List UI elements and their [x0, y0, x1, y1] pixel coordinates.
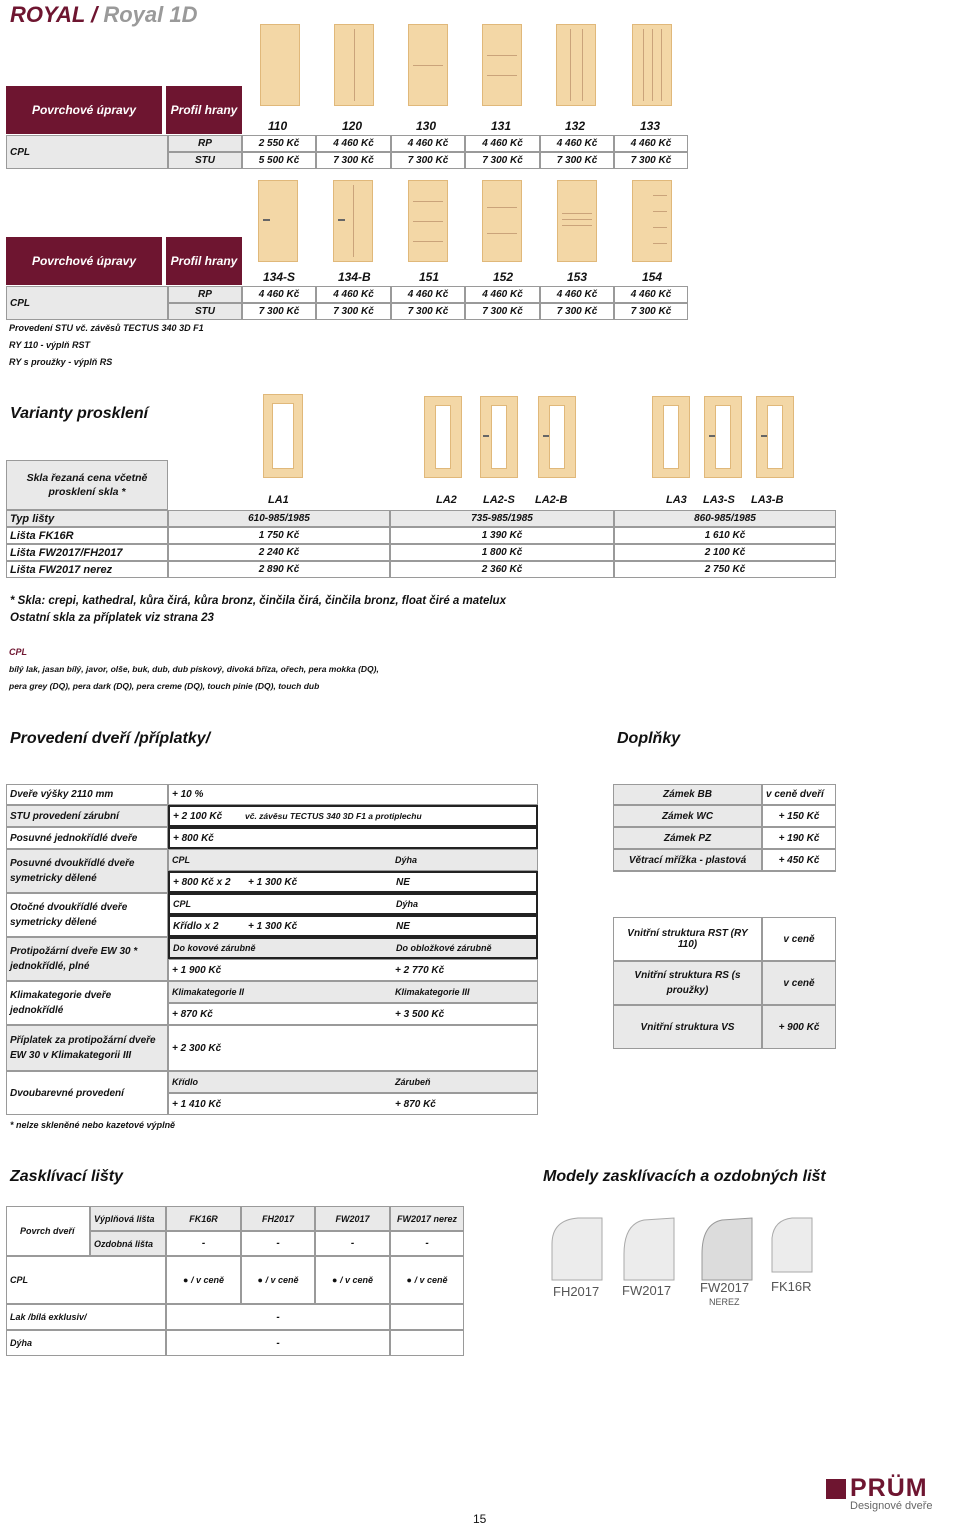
glazing-row-label: Lišta FK16R: [6, 527, 168, 544]
moldings-povrch-header: Povrch dveří: [6, 1206, 90, 1256]
price-cell: 4 460 Kč: [465, 135, 540, 152]
door-153: [557, 180, 597, 262]
door-132: [556, 24, 596, 106]
structure-value: v ceně: [762, 917, 836, 961]
surcharge-label: Dveře výšky 2110 mm: [6, 784, 168, 805]
structure-value: + 900 Kč: [762, 1005, 836, 1049]
addon-value: + 450 Kč: [762, 849, 836, 871]
profile-fw2017-icon: [620, 1214, 680, 1284]
structure-label: Vnitřní struktura RST (RY 110): [613, 917, 762, 961]
door-110: [260, 24, 300, 106]
table2-stu: STU: [168, 303, 242, 320]
moldings-cpl-value: ● / v ceně: [166, 1256, 241, 1304]
price-cell: 4 460 Kč: [540, 286, 614, 303]
surcharge-value: + 800 Kč x 2 + 1 300 Kč NE: [168, 871, 538, 893]
surcharge-label: Otočné dvoukřídlé dveře symetricky dělené: [6, 893, 168, 937]
moldings-dash: -: [241, 1231, 315, 1256]
moldings-lak: Lak /bílá exklusiv/: [6, 1304, 166, 1330]
cpl-finishes-line2: pera grey (DQ), pera dark (DQ), pera creme (DQ), touch pinie (DQ), touch dub: [9, 681, 320, 691]
table2-cpl: CPL: [6, 286, 168, 320]
brand-name: PRÜM: [850, 1474, 928, 1502]
glazing-cell: 735-985/1985: [390, 510, 614, 527]
addon-value: + 190 Kč: [762, 827, 836, 849]
model-label: 132: [565, 119, 586, 133]
table2-rp: RP: [168, 286, 242, 303]
moldings-dyha: Dýha: [6, 1330, 166, 1356]
structure-label: Vnitřní struktura RS (s proužky): [613, 961, 762, 1005]
model-label: 120: [342, 119, 363, 133]
table1-cpl: CPL: [6, 135, 168, 169]
moldings-col: FW2017 nerez: [390, 1206, 464, 1231]
price-cell: 7 300 Kč: [316, 152, 391, 169]
moldings-dyha-empty: [390, 1330, 464, 1356]
surcharge-label: STU provedení zárubní: [6, 805, 168, 827]
door-134-s: [258, 180, 298, 262]
surcharge-value: + 1 900 Kč + 2 770 Kč: [168, 959, 538, 981]
moldings-dash: -: [166, 1231, 241, 1256]
glazing-cell: 1 750 Kč: [168, 527, 390, 544]
addon-value: + 150 Kč: [762, 805, 836, 827]
model-label: 134-S: [263, 270, 296, 284]
profile-fh2017-icon: [548, 1214, 608, 1284]
moldings-cpl-value: ● / v ceně: [315, 1256, 390, 1304]
surcharge-value: + 800 Kč: [168, 827, 538, 849]
moldings-cpl-value: ● / v ceně: [241, 1256, 315, 1304]
addons-heading: Doplňky: [617, 730, 681, 747]
door-la3: [652, 396, 690, 478]
model-label: 134-B: [338, 270, 371, 284]
brand-logo: [826, 1475, 952, 1519]
price-cell: 7 300 Kč: [391, 303, 465, 320]
surcharge-value: + 870 Kč + 3 500 Kč: [168, 1003, 538, 1025]
price-cell: 4 460 Kč: [465, 286, 540, 303]
variant-label: LA1: [268, 494, 289, 506]
note-ry110: RY 110 - výplň RST: [9, 340, 91, 350]
glazing-heading: Varianty prosklení: [10, 405, 149, 422]
glazing-row-label: Typ lišty: [6, 510, 168, 527]
surcharge-subhead: Do kovové zárubně Do obložkové zárubně: [168, 937, 538, 959]
profile-label: FW2017: [622, 1283, 672, 1298]
moldings-col: FW2017: [315, 1206, 390, 1231]
door-la3-s: [704, 396, 742, 478]
door-la2-b: [538, 396, 576, 478]
addon-label: Zámek BB: [613, 784, 762, 805]
profile-label: FH2017: [553, 1284, 600, 1299]
model-label: 153: [567, 270, 588, 284]
page-number: 15: [473, 1512, 487, 1526]
model-label: 133: [640, 119, 661, 133]
model-label: 154: [642, 270, 663, 284]
model-label: 152: [493, 270, 514, 284]
price-cell: 4 460 Kč: [614, 135, 688, 152]
glazing-row-label: Lišta FW2017/FH2017: [6, 544, 168, 561]
table1-stu: STU: [168, 152, 242, 169]
price-cell: 7 300 Kč: [614, 152, 688, 169]
title-sub: Royal 1D: [103, 2, 198, 27]
surcharge-label: Dvoubarevné provedení: [6, 1071, 168, 1115]
moldings-lak-empty: [390, 1304, 464, 1330]
door-la2: [424, 396, 462, 478]
surcharge-value: + 10 %: [168, 784, 538, 805]
structure-value: v ceně: [762, 961, 836, 1005]
moldings-ozdobna-header: Ozdobná lišta: [90, 1231, 166, 1256]
moldings-vyplnova-header: Výplňová lišta: [90, 1206, 166, 1231]
glazing-cell: 2 750 Kč: [614, 561, 836, 578]
surcharge-label: Klimakategorie dveře jednokřídlé: [6, 981, 168, 1025]
door-134-b: [333, 180, 373, 262]
variant-label: LA3: [666, 494, 687, 506]
models-heading: Modely zasklívacích a ozdobných lišt: [543, 1168, 826, 1185]
door-la3-b: [756, 396, 794, 478]
cpl-label: CPL: [9, 647, 27, 657]
variant-label: LA2-B: [535, 494, 568, 506]
price-cell: 4 460 Kč: [316, 135, 391, 152]
glazing-row-label: Lišta FW2017 nerez: [6, 561, 168, 578]
surcharge-subhead: CPL Dýha: [168, 893, 538, 915]
glazing-cell: 2 890 Kč: [168, 561, 390, 578]
price-cell: 7 300 Kč: [614, 303, 688, 320]
model-label: 130: [416, 119, 437, 133]
price-cell: 7 300 Kč: [391, 152, 465, 169]
profile-label: FK16R: [771, 1279, 812, 1294]
surcharge-label: Protipožární dveře EW 30 * jednokřídlé, plné: [6, 937, 168, 981]
price-cell: 7 300 Kč: [465, 152, 540, 169]
price-cell: 7 300 Kč: [540, 303, 614, 320]
price-cell: 7 300 Kč: [242, 303, 316, 320]
addon-label: Zámek WC: [613, 805, 762, 827]
price-cell: 4 460 Kč: [540, 135, 614, 152]
door-131: [482, 24, 522, 106]
price-cell: 2 550 Kč: [242, 135, 316, 152]
price-cell: 5 500 Kč: [242, 152, 316, 169]
glazing-cell: 2 360 Kč: [390, 561, 614, 578]
surcharge-value: + 2 100 Kč vč. závěsu TECTUS 340 3D F1 a protiplechu: [168, 805, 538, 827]
glazing-header-cell: Skla řezaná cena včetně prosklení skla *: [6, 460, 168, 510]
note-ry-prouzky: RY s proužky - výplň RS: [9, 357, 113, 367]
surcharge-label: Příplatek za protipožární dveře EW 30 v Klimakategorii III: [6, 1025, 168, 1071]
structure-label: Vnitřní struktura VS: [613, 1005, 762, 1049]
brand-tagline: Designové dveře: [850, 1500, 933, 1512]
header-profil-hrany-2: Profil hrany: [166, 237, 242, 285]
surcharge-value: Křídlo x 2 + 1 300 Kč NE: [168, 915, 538, 937]
addon-label: Zámek PZ: [613, 827, 762, 849]
surcharges-heading: Provedení dveří /příplatky/: [10, 730, 211, 747]
door-152: [482, 180, 522, 262]
header-profil-hrany-1: Profil hrany: [166, 86, 242, 134]
surcharge-subhead: Klimakategorie II Klimakategorie III: [168, 981, 538, 1003]
price-cell: 4 460 Kč: [242, 286, 316, 303]
variant-label: LA3-B: [751, 494, 784, 506]
glazing-cell: 2 100 Kč: [614, 544, 836, 561]
moldings-col: FH2017: [241, 1206, 315, 1231]
door-133: [632, 24, 672, 106]
price-cell: 7 300 Kč: [316, 303, 391, 320]
moldings-dash: -: [390, 1231, 464, 1256]
header-povrchove-upravy-2: Povrchové úpravy: [6, 237, 162, 285]
variant-label: LA3-S: [703, 494, 735, 506]
door-151: [408, 180, 448, 262]
moldings-dyha-value: -: [166, 1330, 390, 1356]
variant-label: LA2-S: [483, 494, 515, 506]
glazing-cell: 1 610 Kč: [614, 527, 836, 544]
variant-label: LA2: [436, 494, 457, 506]
door-130: [408, 24, 448, 106]
model-label: 131: [491, 119, 512, 133]
moldings-cpl: CPL: [6, 1256, 166, 1304]
note-stu: Provedení STU vč. závěsů TECTUS 340 3D F1: [9, 323, 204, 333]
addon-value: v ceně dveří: [762, 784, 836, 805]
glazing-cell: 2 240 Kč: [168, 544, 390, 561]
glazing-cell: 1 800 Kč: [390, 544, 614, 561]
profile-fk16r-icon: [768, 1214, 816, 1276]
price-cell: 4 460 Kč: [614, 286, 688, 303]
table1-rp: RP: [168, 135, 242, 152]
moldings-cpl-value: ● / v ceně: [390, 1256, 464, 1304]
surcharge-value: + 1 410 Kč + 870 Kč: [168, 1093, 538, 1115]
glazing-cell: 610-985/1985: [168, 510, 390, 527]
surcharge-label: Posuvné dvoukřídlé dveře symetricky dělené: [6, 849, 168, 893]
moldings-col: FK16R: [166, 1206, 241, 1231]
glass-surcharge-note: Ostatní skla za příplatek viz strana 23: [10, 612, 214, 624]
moldings-dash: -: [315, 1231, 390, 1256]
addons-divider: [613, 871, 836, 872]
door-la1: [263, 394, 303, 478]
model-label: 110: [268, 119, 288, 133]
title-main: ROYAL /: [10, 2, 98, 27]
glazing-cell: 860-985/1985: [614, 510, 836, 527]
header-povrchove-upravy-1: Povrchové úpravy: [6, 86, 162, 134]
door-154: [632, 180, 672, 262]
profile-sublabel: NEREZ: [709, 1297, 740, 1307]
profile-label: FW2017: [700, 1280, 750, 1295]
surcharge-subhead: Křídlo Zárubeň: [168, 1071, 538, 1093]
brand-mark-icon: [826, 1479, 846, 1499]
moldings-lak-value: -: [166, 1304, 390, 1330]
profile-fw2017-nerez-icon: [698, 1214, 758, 1284]
door-la2-s: [480, 396, 518, 478]
surcharge-subhead: CPL Dýha: [168, 849, 538, 871]
price-cell: 4 460 Kč: [316, 286, 391, 303]
price-cell: 7 300 Kč: [540, 152, 614, 169]
price-cell: 4 460 Kč: [391, 135, 465, 152]
model-label: 151: [419, 270, 440, 284]
surcharge-label: Posuvné jednokřídlé dveře: [6, 827, 168, 849]
page-title: [10, 2, 197, 28]
surcharges-footnote: * nelze skleněné nebo kazetové výplně: [10, 1120, 176, 1130]
addon-label: Větrací mřížka - plastová: [613, 849, 762, 871]
price-cell: 4 460 Kč: [391, 286, 465, 303]
door-120: [334, 24, 374, 106]
moldings-heading: Zasklívací lišty: [10, 1168, 123, 1185]
surcharge-value: + 2 300 Kč: [168, 1025, 538, 1071]
cpl-finishes-line1: bílý lak, jasan bílý, javor, olše, buk, dub, dub pískový, divoká bříza, ořech, pera mokka (DQ),: [9, 664, 379, 674]
glazing-cell: 1 390 Kč: [390, 527, 614, 544]
price-cell: 7 300 Kč: [465, 303, 540, 320]
glass-note: * Skla: crepi, kathedral, kůra čirá, kůra bronz, činčila čirá, činčila bronz, float čiré a matelux: [10, 595, 506, 607]
